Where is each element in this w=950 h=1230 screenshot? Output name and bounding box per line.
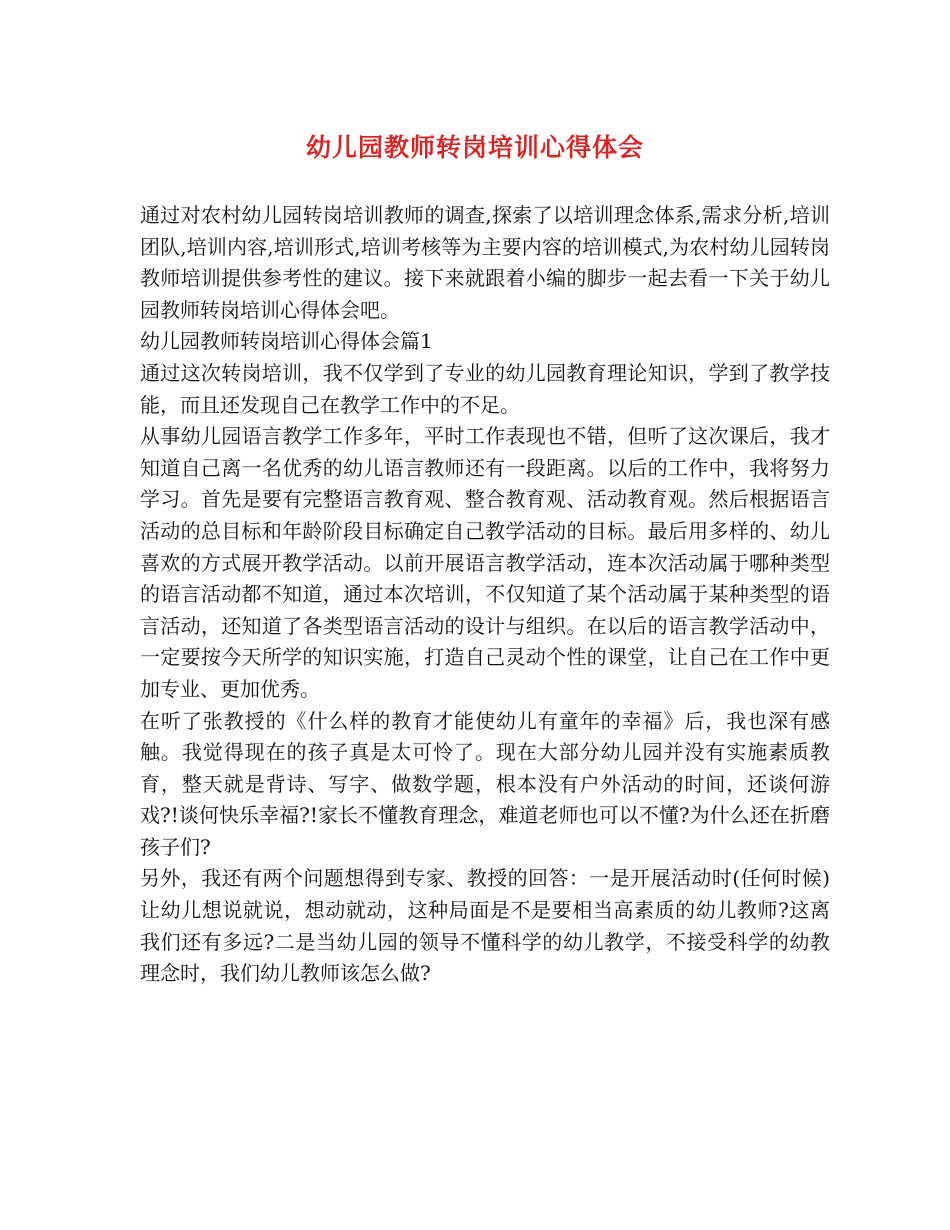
section-heading: 幼儿园教师转岗培训心得体会篇1: [140, 329, 433, 354]
document-body: [140, 200, 830, 990]
body-paragraph-3: 在听了张教授的《什么样的教育才能使幼儿有童年的幸福》后，我也深有感触。我觉得现在的孩子真是太可怜了。现在大部分幼儿园并没有实施素质教育，整天就是背诗、写字、做数学题，根本没有户外活动的时间，还谈何游戏?!谈何快乐幸福?!家长不懂教育理念，难道老师也可以不懂?为什么还在折磨孩子们?: [140, 708, 830, 859]
body-paragraph-2: 从事幼儿园语言教学工作多年，平时工作表现也不错，但听了这次课后，我才知道自己离一名优秀的幼儿语言教师还有一段距离。以后的工作中，我将努力学习。首先是要有完整语言教育观、整合教育观、活动教育观。然后根据语言活动的总目标和年龄阶段目标确定自己教学活动的目标。最后用多样的、幼儿喜欢的方式展开教学活动。以前开展语言教学活动，连本次活动属于哪种类型的语言活动都不知道，通过本次培训，不仅知道了某个活动属于某种类型的语言活动，还知道了各类型语言活动的设计与组织。在以后的语言教学活动中，一定要按今天所学的知识实施，打造自己灵动个性的课堂，让自己在工作中更加专业、更加优秀。: [140, 424, 830, 701]
body-paragraph-4: 另外，我还有两个问题想得到专家、教授的回答：一是开展活动时(任何时候)让幼儿想说就说，想动就动，这种局面是不是要相当高素质的幼儿教师?这离我们还有多远?二是当幼儿园的领导不懂科学的幼儿教学，不接受科学的幼教理念时，我们幼儿教师该怎么做?: [140, 866, 830, 986]
intro-paragraph: 通过对农村幼儿园转岗培训教师的调查,探索了以培训理念体系,需求分析,培训团队,培训内容,培训形式,培训考核等为主要内容的培训模式,为农村幼儿园转岗教师培训提供参考性的建议。接下来就跟着小编的脚步一起去看一下关于幼儿园教师转岗培训心得体会吧。: [140, 203, 830, 322]
document-title: 幼儿园教师转岗培训心得体会: [305, 133, 644, 162]
body-paragraph-1: 通过这次转岗培训，我不仅学到了专业的幼儿园教育理论知识，学到了教学技能，而且还发现自己在教学工作中的不足。: [140, 360, 830, 417]
